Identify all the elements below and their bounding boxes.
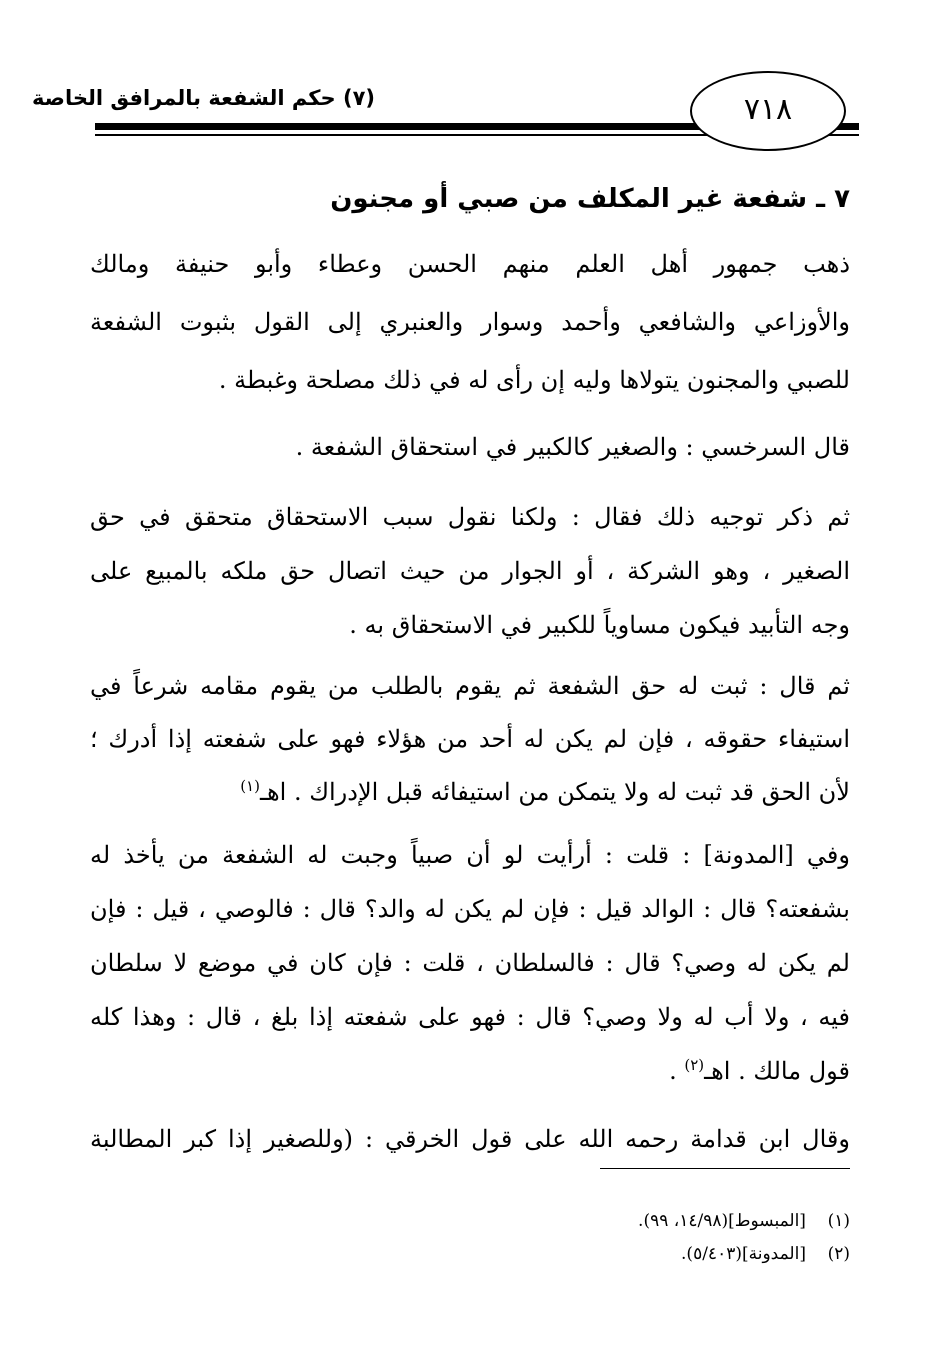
- text-line-content: قول مالك . اهـ: [704, 1057, 850, 1085]
- footnote-text: [المدونة](٥/٤٠٣).: [681, 1244, 806, 1264]
- footnote-mark: (١): [827, 1211, 850, 1231]
- footnote-text: [المبسوط](١٤/٩٨، ٩٩).: [638, 1211, 806, 1231]
- text-line: [90, 766, 850, 819]
- running-header-title: (٧) حكم الشفعة بالمرافق الخاصة: [31, 86, 375, 110]
- footnote-ref-2[interactable]: (٢): [684, 1056, 705, 1074]
- text-line: وقال ابن قدامة رحمه الله على قول الخرقي : (وللصغير إذا كبر المطالبة: [90, 1125, 850, 1153]
- text-line: وجه التأبيد فيكون مساوياً للكبير في الاستحقاق به .: [349, 611, 850, 639]
- section-heading: ٧ ـ شفعة غير المكلف من صبي أو مجنون: [330, 184, 850, 214]
- text-line: بشفعته؟ قال : الوالد قيل : فإن لم يكن له والد؟ قال : فالوصي ، قيل : فإن: [90, 895, 850, 923]
- footnotes: [500, 1205, 850, 1271]
- paragraph: [90, 828, 850, 1098]
- paragraph: [90, 235, 850, 409]
- text-line: [90, 1044, 850, 1098]
- text-line: وفي [المدونة] : قلت : أرأيت لو أن صبياً وجبت له الشفعة من يأخذ له: [90, 841, 850, 869]
- paragraph: [90, 1112, 850, 1166]
- paragraph: [90, 660, 850, 819]
- text-line-content: لأن الحق قد ثبت له ولا يتمكن من استيفائه قبل الإدراك . اهـ: [259, 778, 850, 806]
- text-line: والأوزاعي والشافعي وأحمد وسوار والعنبري إلى القول بثبوت الشفعة: [90, 308, 850, 336]
- footnote-mark: (٢): [827, 1244, 850, 1264]
- footnote-separator: [600, 1168, 850, 1169]
- page-number-badge: [690, 71, 846, 151]
- text-line: قال السرخسي : والصغير كالكبير في استحقاق الشفعة .: [295, 433, 850, 461]
- paragraph: [90, 418, 850, 476]
- text-line-trailing: .: [669, 1057, 685, 1085]
- paragraph: [90, 490, 850, 652]
- text-line: فيه ، ولا أب له ولا وصي؟ قال : فهو على شفعته إذا بلغ ، قال : وهذا كله: [90, 1003, 851, 1031]
- footnote-ref-1[interactable]: (١): [240, 777, 260, 795]
- text-line: ثم ذكر توجيه ذلك فقال : ولكنا نقول سبب الاستحقاق متحقق في حق: [90, 503, 850, 531]
- text-line: الصغير ، وهو الشركة ، أو الجوار من حيث اتصال حق ملكه بالمبيع على: [90, 557, 851, 585]
- text-line: استيفاء حقوقه ، فإن لم يكن له أحد من هؤلاء فهو على شفعته إذا أدرك ؛: [90, 725, 850, 753]
- page-number: ٧١٨: [743, 92, 793, 127]
- text-line: ثم قال : ثبت له حق الشفعة ثم يقوم بالطلب من يقوم مقامه شرعاً في: [90, 672, 850, 700]
- footnote-item: [500, 1238, 850, 1271]
- text-line: ذهب جمهور أهل العلم منهم الحسن وعطاء وأبو حنيفة ومالك: [90, 250, 850, 278]
- text-line: لم يكن له وصي؟ قال : فالسلطان ، قلت : فإن كان في موضع لا سلطان: [90, 949, 850, 977]
- text-line: للصبي والمجنون يتولاها وليه إن رأى له في ذلك مصلحة وغبطة .: [218, 366, 850, 394]
- page-body: [90, 178, 850, 1166]
- footnote-item: [500, 1205, 850, 1238]
